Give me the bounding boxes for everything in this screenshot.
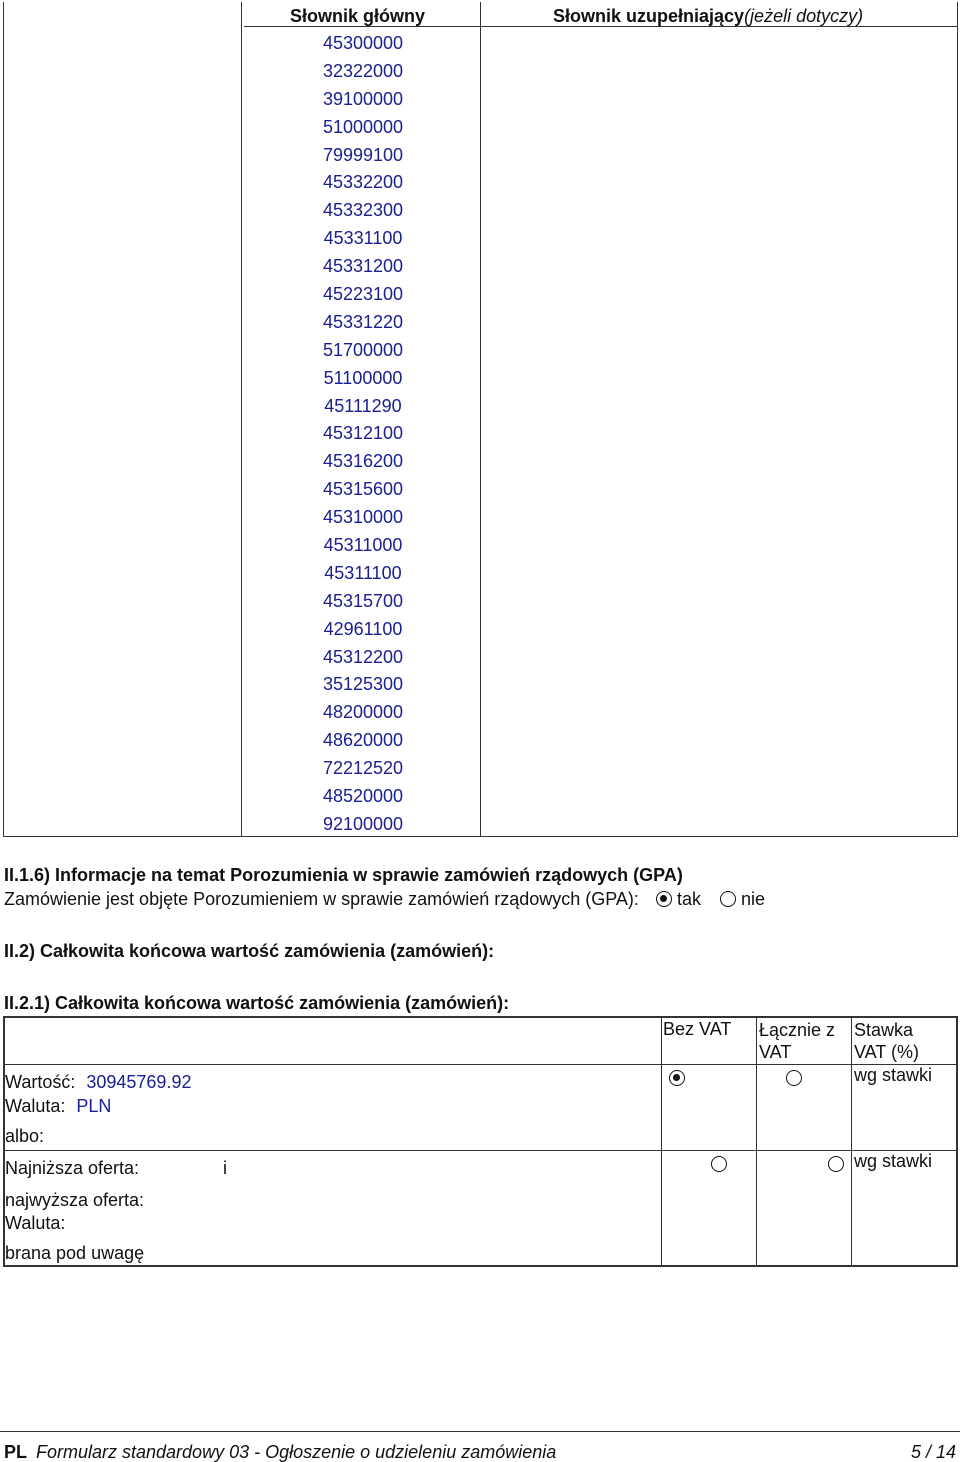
cpv-code-list	[245, 30, 481, 839]
col-lacznie-line2: VAT	[759, 1042, 792, 1062]
gpa-no-radio[interactable]	[720, 891, 736, 907]
cpv-code: 45315700	[322, 590, 404, 611]
value-vat-rate: wg stawki	[854, 1065, 933, 1085]
gpa-yes-radio[interactable]	[656, 891, 672, 907]
cpv-code: 51000000	[322, 116, 404, 137]
supplementary-header-label: Słownik uzupełniający	[553, 6, 745, 26]
cpv-code: 42961100	[323, 618, 403, 639]
supplementary-header-note: (jeżeli dotyczy)	[744, 6, 864, 26]
cpv-code: 45332200	[322, 172, 404, 193]
divider	[661, 1018, 662, 1265]
gpa-question: Zamówienie jest objęte Porozumieniem w sprawie zamówień rządowych (GPA):	[4, 889, 639, 909]
currency-value: PLN	[76, 1096, 112, 1116]
footer-language: PL	[4, 1442, 28, 1462]
cpv-code: 32322000	[322, 60, 404, 81]
range-bez-vat-radio[interactable]	[711, 1156, 727, 1172]
cpv-code: 35125300	[322, 674, 404, 695]
currency-row	[5, 1096, 111, 1117]
cpv-code: 45311100	[324, 562, 402, 583]
cpv-code: 45331200	[322, 256, 404, 277]
cpv-code: 45111290	[324, 395, 402, 416]
total-value-box	[3, 1016, 958, 1267]
divider	[851, 1018, 852, 1265]
col-stawka-line1: Stawka	[854, 1020, 914, 1040]
gpa-no-label: nie	[741, 889, 766, 909]
col-stawka-header	[854, 1019, 919, 1063]
cpv-code: 79999100	[322, 144, 404, 165]
divider	[5, 1150, 956, 1151]
divider	[241, 2, 242, 836]
cpv-code: 45312100	[322, 423, 404, 444]
cpv-code: 51700000	[322, 339, 404, 360]
value-lacznie-vat-radio[interactable]	[786, 1070, 802, 1086]
value-row	[5, 1072, 191, 1093]
cpv-code: 45223100	[322, 284, 404, 305]
currency-label: Waluta:	[5, 1096, 66, 1116]
total-value-section-title: II.2) Całkowita końcowa wartość zamówienia (zamówień):	[4, 941, 495, 961]
cpv-table	[3, 2, 958, 837]
footer-page-number: 5 / 14	[910, 1442, 956, 1462]
value-label: Wartość:	[5, 1072, 76, 1092]
cpv-code: 45331100	[323, 228, 403, 249]
cpv-code: 45300000	[322, 33, 404, 53]
cpv-code: 45331220	[322, 311, 404, 332]
range-currency-label: Waluta:	[5, 1213, 66, 1233]
divider	[5, 1064, 956, 1065]
cpv-code: 45332300	[322, 200, 404, 221]
divider	[756, 1018, 757, 1265]
cpv-code: 45316200	[322, 451, 404, 472]
value-bez-vat-radio[interactable]	[669, 1070, 685, 1086]
col-lacznie-header	[759, 1019, 835, 1063]
cpv-code: 39100000	[322, 88, 404, 109]
footer-form-name: Formularz standardowy 03 - Ogłoszenie o udzieleniu zamówienia	[36, 1442, 557, 1462]
highest-offer-label: najwyższa oferta:	[5, 1190, 145, 1210]
lowest-offer-label: Najniższa oferta:	[5, 1158, 140, 1178]
gpa-yes-label: tak	[676, 889, 701, 909]
cpv-code: 45310000	[322, 507, 404, 528]
or-label: albo:	[5, 1126, 45, 1146]
range-lacznie-vat-radio[interactable]	[828, 1156, 844, 1172]
value-amount: 30945769.92	[86, 1072, 192, 1092]
gpa-section-title: II.1.6) Informacje na temat Porozumienia w sprawie zamówień rządowych (GPA)	[4, 865, 683, 885]
cpv-code: 48620000	[322, 730, 404, 751]
cpv-code: 72212520	[322, 758, 404, 779]
page-footer	[0, 1431, 960, 1462]
col-bez-vat-header: Bez VAT	[663, 1019, 732, 1039]
gpa-question-row	[4, 889, 765, 910]
cpv-code: 92100000	[322, 813, 404, 834]
range-vat-rate: wg stawki	[854, 1151, 933, 1171]
cpv-code: 51100000	[323, 367, 403, 388]
total-value-subsection-title: II.2.1) Całkowita końcowa wartość zamówienia (zamówień):	[4, 993, 510, 1013]
cpv-code: 45315600	[322, 479, 404, 500]
and-label: i	[223, 1158, 227, 1178]
cpv-code: 45312200	[322, 646, 404, 667]
supplementary-vocabulary-header	[553, 6, 863, 27]
considered-label: brana pod uwagę	[5, 1243, 145, 1263]
main-vocabulary-header: Słownik główny	[290, 6, 426, 26]
cpv-code: 45311000	[323, 535, 403, 556]
col-lacznie-line1: Łącznie z	[759, 1020, 836, 1040]
cpv-code: 48200000	[322, 702, 404, 723]
cpv-code: 48520000	[322, 786, 404, 807]
col-stawka-line2: VAT (%)	[854, 1042, 920, 1062]
